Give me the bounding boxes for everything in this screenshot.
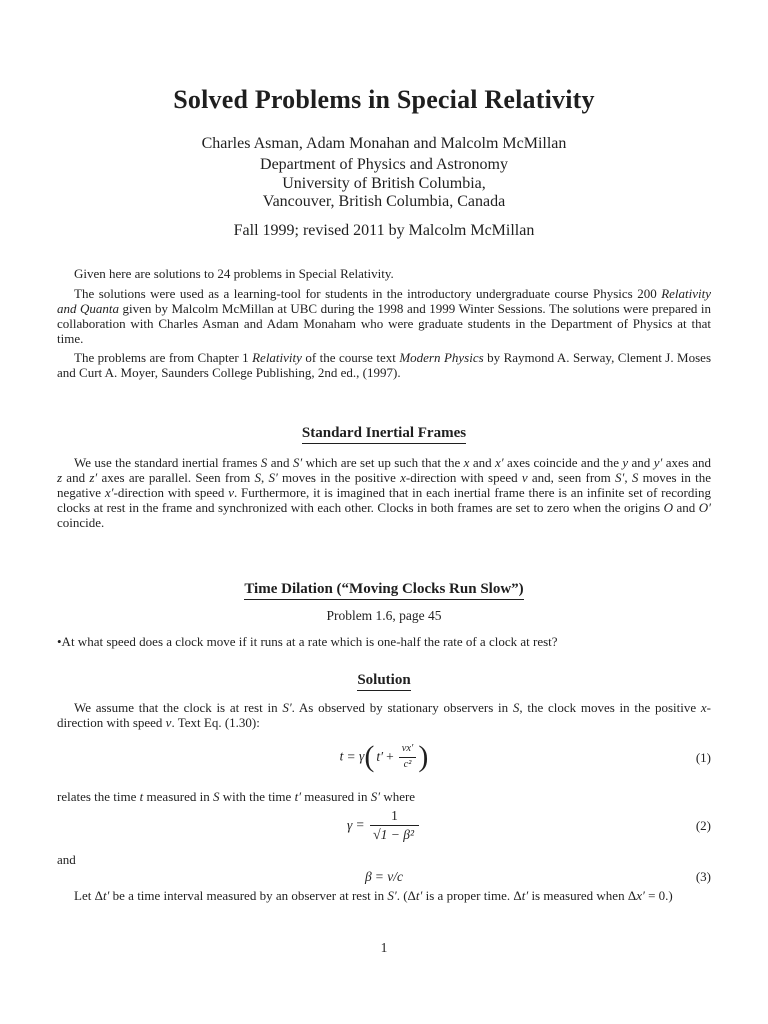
eq1-close-paren: ) <box>418 740 429 773</box>
affiliation-line-2: University of British Columbia, <box>282 174 486 192</box>
equation-2-body <box>93 808 675 845</box>
intro-paragraph-3: The problems are from Chapter 1 Relativity of the course text Modern Physics by Raymond A. Serway, Clement J. Moses and Curt A. Moyer, Saunders College Publishing, 2nd ed., (1997). <box>57 350 711 381</box>
page-content <box>57 0 711 1024</box>
problem-reference: Problem 1.6, page 45 <box>326 608 442 623</box>
relates-line: relates the time t measured in S with the time t′ measured in S′ where <box>57 789 416 804</box>
dilation-section-heading <box>57 580 711 600</box>
closing-paragraph: Let Δt′ be a time interval measured by an observer at rest in S′. (Δt′ is a proper time. Δt′ is measured when Δx′ = 0.) <box>74 888 673 903</box>
date-line: Fall 1999; revised 2011 by Malcolm McMillan <box>233 222 535 239</box>
problem-statement: •At what speed does a clock move if it runs at a rate which is one-half the rate of a clock at rest? <box>57 634 558 649</box>
affiliation <box>57 156 711 212</box>
authors-byline: Charles Asman, Adam Monahan and Malcolm McMillan <box>201 135 567 152</box>
affiliation-line-3: Vancouver, British Columbia, Canada <box>262 193 506 210</box>
eq2-radical-sign: √ <box>372 827 381 843</box>
eq1-gamma: γ <box>359 749 365 765</box>
page-title: Solved Problems in Special Relativity <box>173 85 595 114</box>
equation-1-number: (1) <box>695 750 711 765</box>
dilation-section-heading-text: Time Dilation (“Moving Clocks Run Slow”) <box>244 580 523 600</box>
eq1-fraction-denominator: c² <box>403 758 412 770</box>
solution-heading <box>57 671 711 691</box>
equation-2 <box>57 806 711 846</box>
equation-1 <box>57 735 711 781</box>
intro-paragraph-1: Given here are solutions to 24 problems in Special Relativity. <box>74 266 394 281</box>
solution-intro: We assume that the clock is at rest in S′. As observed by stationary observers in S, the clock moves in the positive x-direction with speed v. Text Eq. (1.30): <box>57 700 711 731</box>
eq2-lhs: γ <box>346 817 353 833</box>
eq3-lhs: β <box>364 869 372 884</box>
eq2-equals: = <box>356 817 364 833</box>
eq2-fraction <box>370 808 419 845</box>
eq1-term: t′ <box>376 749 384 765</box>
affiliation-line-1: Department of Physics and Astronomy <box>260 156 508 173</box>
and-line: and <box>57 852 76 867</box>
eq3-equals: = <box>375 869 384 884</box>
eq1-open-paren: ( <box>364 740 375 773</box>
equation-3 <box>57 869 711 885</box>
equation-3-body <box>93 869 675 885</box>
page-number: 1 <box>380 940 388 955</box>
solution-heading-text: Solution <box>357 671 410 691</box>
eq1-fraction <box>399 743 417 770</box>
eq2-radicand: 1 − β² <box>380 826 415 842</box>
eq3-rhs: v/c <box>387 869 404 884</box>
frames-section-heading <box>57 424 711 444</box>
eq2-fraction-numerator: 1 <box>370 808 419 826</box>
equation-1-body <box>93 740 675 773</box>
eq1-fraction-numerator: vx′ <box>399 743 417 757</box>
eq1-plus: + <box>386 749 394 765</box>
eq1-lhs: t <box>339 749 344 765</box>
frames-section-body: We use the standard inertial frames S and S′ which are set up such that the x and x′ axes coincide and the y and y′ axes and z and z′ axes are parallel. Seen from S, S′ moves in the positive x-direction with speed v and, seen from S′, S moves in the negative x′-direction with speed v. Furthermore, it is imagined that in each inertial frame there is an infinite set of recording clocks at rest in the frame and synchronized with each other. Clocks in both frames are set to zero when the origins O and O′ coincide. <box>57 455 712 531</box>
eq1-equals: = <box>347 749 356 765</box>
equation-2-number: (2) <box>695 818 711 833</box>
frames-section-heading-text: Standard Inertial Frames <box>302 424 466 444</box>
equation-3-number: (3) <box>695 869 711 884</box>
intro-paragraph-2: The solutions were used as a learning-tool for students in the introductory undergraduate course Physics 200 Relativity and Quanta given by Malcolm McMillan at UBC during the 1998 and 1999 Winter Sessions. The solutions were prepared in collaboration with Charles Asman and Adam Monaham who were graduate students in the Department of Physics at that time. <box>57 286 712 347</box>
eq2-fraction-denominator <box>370 826 419 845</box>
